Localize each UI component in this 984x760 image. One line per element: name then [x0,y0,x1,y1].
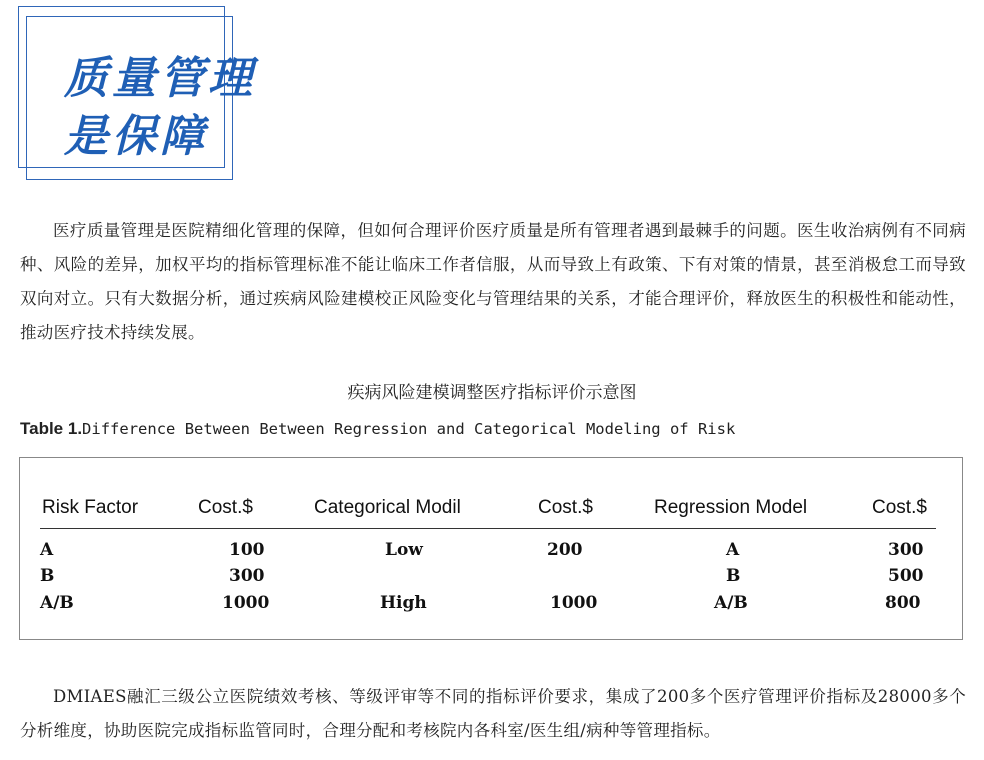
cell-r1-cost2: 200 [547,540,583,560]
cell-r3-cost3: 800 [885,593,921,613]
cell-r2-regression: B [726,566,741,586]
table-title [20,419,735,439]
cell-r1-cost3: 300 [888,540,924,560]
header-cost-2: Cost.$ [538,497,593,518]
cell-r3-risk: A/B [40,593,74,613]
header-regression-model: Regression Model [654,497,808,518]
figure-caption: 疾病风险建模调整医疗指标评价示意图 [347,383,637,403]
cell-r2-cost3: 500 [888,566,924,586]
cell-r1-risk: A [40,540,54,560]
closing-paragraph: DMIAES融汇三级公立医院绩效考核、等级评审等不同的指标评价要求，集成了200多个医疗管理评价指标及28000多个分析维度，协助医院完成指标监管同时，合理分配和考核院内各科室/医生组/病种等管理指标。 [20,687,966,740]
header-categorical-model: Categorical Modil [314,497,461,518]
logo-text-line1: 质量管理 [64,53,256,104]
table-label: Table 1. [20,419,83,438]
logo [18,6,256,181]
table-title-text: Difference Between Between Regression and Categorical Modeling of Risk [82,420,736,438]
cell-r3-categorical: High [380,593,427,613]
cell-r2-risk: B [40,566,55,586]
cell-r3-regression: A/B [714,593,748,613]
cell-r1-regression: A [726,540,740,560]
logo-text-line2: 是保障 [64,111,208,162]
cell-r2-cost1: 300 [229,566,265,586]
header-cost-1: Cost.$ [198,497,253,518]
header-risk-factor: Risk Factor [42,497,139,518]
table-frame [19,457,963,640]
cell-r3-cost2: 1000 [550,593,598,613]
intro-paragraph: 医疗质量管理是医院精细化管理的保障，但如何合理评价医疗质量是所有管理者遇到最棘手的问题。医生收治病例有不同病种、风险的差异，加权平均的指标管理标准不能让临床工作者信服，从而导致上有政策、下有对策的情景，甚至消极怠工而导致双向对立。只有大数据分析，通过疾病风险建模校正风险变化与管理结果的关系，才能合理评价，释放医生的积极性和能动性，推动医疗技术持续发展。 [20,221,966,342]
cell-r1-categorical: Low [385,540,423,560]
header-cost-3: Cost.$ [872,497,927,518]
header-rule [40,528,936,529]
cell-r3-cost1: 1000 [222,593,270,613]
cell-r1-cost1: 100 [229,540,265,560]
